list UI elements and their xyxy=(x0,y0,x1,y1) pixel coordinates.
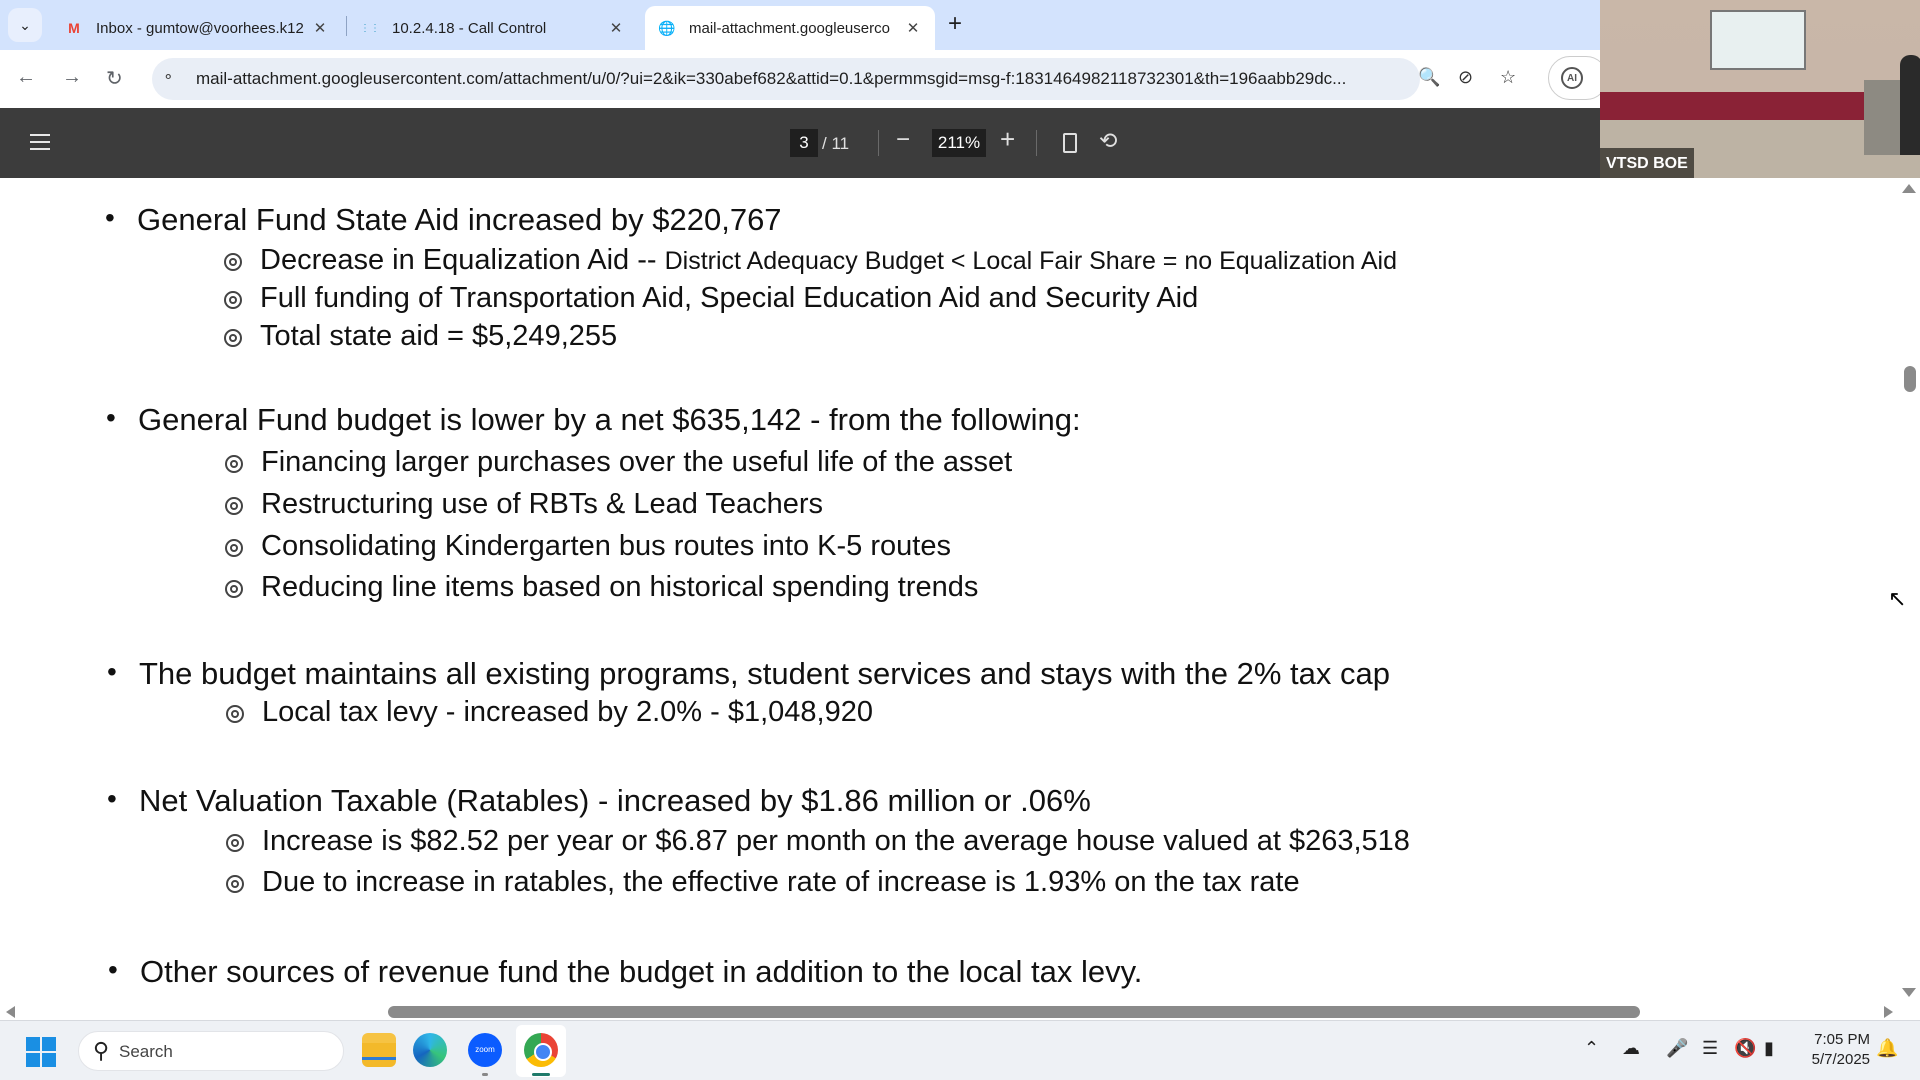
sub-bullet-text: Full funding of Transportation Aid, Special Education Aid and Security Aid xyxy=(260,282,1199,314)
edge-icon[interactable] xyxy=(413,1033,447,1067)
video-overlay[interactable] xyxy=(1600,0,1920,180)
taskbar-search[interactable] xyxy=(78,1031,344,1071)
circle-bullet-icon xyxy=(224,253,242,271)
close-icon[interactable]: ✕ xyxy=(313,20,327,37)
gmail-icon: M xyxy=(68,20,80,36)
video-podium xyxy=(1864,80,1904,155)
new-tab-button[interactable]: + xyxy=(948,10,963,37)
tab-title: Inbox - gumtow@voorhees.k12 xyxy=(96,19,304,37)
video-speaker xyxy=(1900,55,1920,155)
show-hidden-icons-chevron-icon[interactable]: ⌃ xyxy=(1584,1038,1600,1058)
sub-bullet-text: Consolidating Kindergarten bus routes into K-5 routes xyxy=(261,530,951,562)
url-text[interactable]: mail-attachment.googleusercontent.com/attachment/u/0/?ui=2&ik=330abef682&attid=0.1&permmsgid=msg-f:1831464982118732301&th=196aabb29dc... xyxy=(196,69,1347,88)
mouse-cursor-icon: ↖ xyxy=(1888,586,1907,611)
rotate-icon[interactable]: ⟲ xyxy=(1099,128,1118,153)
site-info-icon[interactable]: ⚬ xyxy=(162,69,175,86)
sub-bullet-text: Local tax levy - increased by 2.0% - $1,048,920 xyxy=(262,696,873,728)
windows-start-icon[interactable] xyxy=(26,1037,56,1067)
back-button[interactable]: ← xyxy=(16,66,36,88)
globe-icon: 🌐 xyxy=(658,19,676,36)
chevron-down-icon: ⌄ xyxy=(19,16,31,33)
running-indicator xyxy=(482,1073,488,1076)
sub-bullet-item xyxy=(261,446,1012,479)
circle-bullet-icon xyxy=(225,497,243,515)
ai-icon: AI xyxy=(1561,67,1583,89)
menu-icon[interactable] xyxy=(30,134,50,150)
active-indicator xyxy=(532,1073,550,1076)
circle-bullet-icon xyxy=(224,329,242,347)
circle-bullet-icon xyxy=(226,705,244,723)
page-total: / 11 xyxy=(822,134,850,153)
circle-bullet-icon xyxy=(225,539,243,557)
circle-bullet-icon xyxy=(225,580,243,598)
video-board-table xyxy=(1600,92,1865,120)
address-bar[interactable] xyxy=(152,58,1420,100)
sub-bullet-text: Total state aid = $5,249,255 xyxy=(260,320,618,352)
circle-bullet-icon xyxy=(225,455,243,473)
sub-bullet-item xyxy=(262,866,1300,899)
close-icon[interactable]: ✕ xyxy=(906,20,920,37)
battery-icon[interactable]: ▮ xyxy=(1764,1038,1774,1058)
chrome-icon[interactable] xyxy=(524,1033,558,1067)
tab-title: 10.2.4.18 - Call Control xyxy=(392,19,547,37)
sub-bullet-text: Financing larger purchases over the useful life of the asset xyxy=(261,446,1013,478)
clock-date: 5/7/2025 xyxy=(1811,1051,1870,1068)
toolbar-divider xyxy=(878,130,879,156)
ai-button[interactable] xyxy=(1548,56,1608,100)
reload-button[interactable]: ↻ xyxy=(106,68,123,90)
close-icon[interactable]: ✕ xyxy=(609,20,623,37)
taskbar xyxy=(0,1020,1920,1080)
taskbar-search-label: Search xyxy=(119,1042,173,1061)
bookmark-star-icon[interactable]: ☆ xyxy=(1500,67,1517,87)
sub-bullet-item xyxy=(260,282,1198,315)
onedrive-offline-icon[interactable]: ☁ xyxy=(1622,1038,1640,1058)
sub-bullet-text: Decrease in Equalization Aid -- xyxy=(260,244,665,276)
scroll-down-arrow[interactable] xyxy=(1902,988,1916,997)
pdf-toolbar xyxy=(0,108,1600,178)
bullet-item: • The budget maintains all existing programs, student services and stays with the 2% tax cap xyxy=(139,656,1390,692)
cisco-icon: ⋮⋮ xyxy=(360,22,380,34)
zoom-magnifier-icon[interactable]: 🔍 xyxy=(1418,67,1441,87)
horizontal-scrollbar-thumb[interactable] xyxy=(388,1006,1640,1018)
sub-bullet-item xyxy=(261,488,823,521)
tab-mail-attachment[interactable] xyxy=(645,6,935,50)
bullet-item: • Other sources of revenue fund the budget in addition to the local tax levy. xyxy=(140,954,1142,990)
circle-bullet-icon xyxy=(226,875,244,893)
tab-call-control[interactable] xyxy=(348,6,638,50)
pdf-page-content xyxy=(0,178,1920,1004)
vertical-scrollbar-thumb[interactable] xyxy=(1904,366,1916,392)
video-projector-screen xyxy=(1710,10,1806,70)
sub-bullet-item xyxy=(261,530,951,563)
circle-bullet-icon xyxy=(226,834,244,852)
zoom-in-button[interactable]: + xyxy=(1000,124,1016,154)
tab-search-button[interactable] xyxy=(8,8,42,42)
tab-divider xyxy=(346,16,347,36)
tab-gmail-inbox[interactable] xyxy=(52,6,342,50)
fit-to-page-icon[interactable] xyxy=(1063,133,1077,153)
sub-bullet-text: Reducing line items based on historical spending trends xyxy=(261,571,979,603)
system-clock[interactable] xyxy=(1800,1030,1870,1070)
file-explorer-icon[interactable] xyxy=(362,1033,396,1067)
zoom-level-input[interactable]: 211% xyxy=(932,129,986,157)
sub-bullet-item xyxy=(261,571,978,604)
toolbar-divider xyxy=(1036,130,1037,156)
wifi-icon[interactable]: ☰ xyxy=(1702,1038,1719,1058)
video-label: VTSD BOE xyxy=(1600,148,1694,180)
sub-bullet-text: Due to increase in ratables, the effective rate of increase is 1.93% on the tax rate xyxy=(262,866,1300,898)
forward-button[interactable]: → xyxy=(62,66,82,88)
browser-toolbar xyxy=(0,50,1600,108)
tab-title: mail-attachment.googleuserco xyxy=(689,19,890,37)
bullet-item: • General Fund State Aid increased by $220,767 xyxy=(137,202,782,238)
scroll-up-arrow[interactable] xyxy=(1902,184,1916,193)
bullet-item: • Net Valuation Taxable (Ratables) - increased by $1.86 million or .06% xyxy=(139,783,1091,819)
speaker-muted-icon[interactable]: 🔇 xyxy=(1734,1038,1757,1058)
page-number-input[interactable]: 3 xyxy=(790,129,818,157)
sub-bullet-detail: District Adequacy Budget < Local Fair Share = no Equalization Aid xyxy=(664,247,1397,275)
notification-bell-icon[interactable]: 🔔 xyxy=(1876,1038,1899,1058)
tracking-protection-icon[interactable]: ⊘ xyxy=(1458,67,1474,87)
sub-bullet-item xyxy=(260,244,1397,277)
sub-bullet-text: Restructuring use of RBTs & Lead Teachers xyxy=(261,488,824,520)
scroll-right-arrow[interactable] xyxy=(1884,1006,1893,1018)
sub-bullet-text: Increase is $82.52 per year or $6.87 per month on the average house valued at $263,518 xyxy=(262,825,1410,857)
microphone-icon[interactable]: 🎤 xyxy=(1666,1038,1689,1058)
scroll-left-arrow[interactable] xyxy=(6,1006,15,1018)
search-icon: ⚲ xyxy=(93,1038,110,1063)
sub-bullet-item xyxy=(262,825,1410,858)
bullet-item: • General Fund budget is lower by a net $635,142 - from the following: xyxy=(138,402,1081,438)
circle-bullet-icon xyxy=(224,291,242,309)
sub-bullet-item xyxy=(262,696,873,729)
tab-strip xyxy=(0,0,1600,50)
zoom-app-icon[interactable]: zoom xyxy=(468,1033,502,1067)
clock-time: 7:05 PM xyxy=(1814,1031,1870,1048)
sub-bullet-item xyxy=(260,320,617,353)
zoom-out-button[interactable]: − xyxy=(896,126,911,153)
